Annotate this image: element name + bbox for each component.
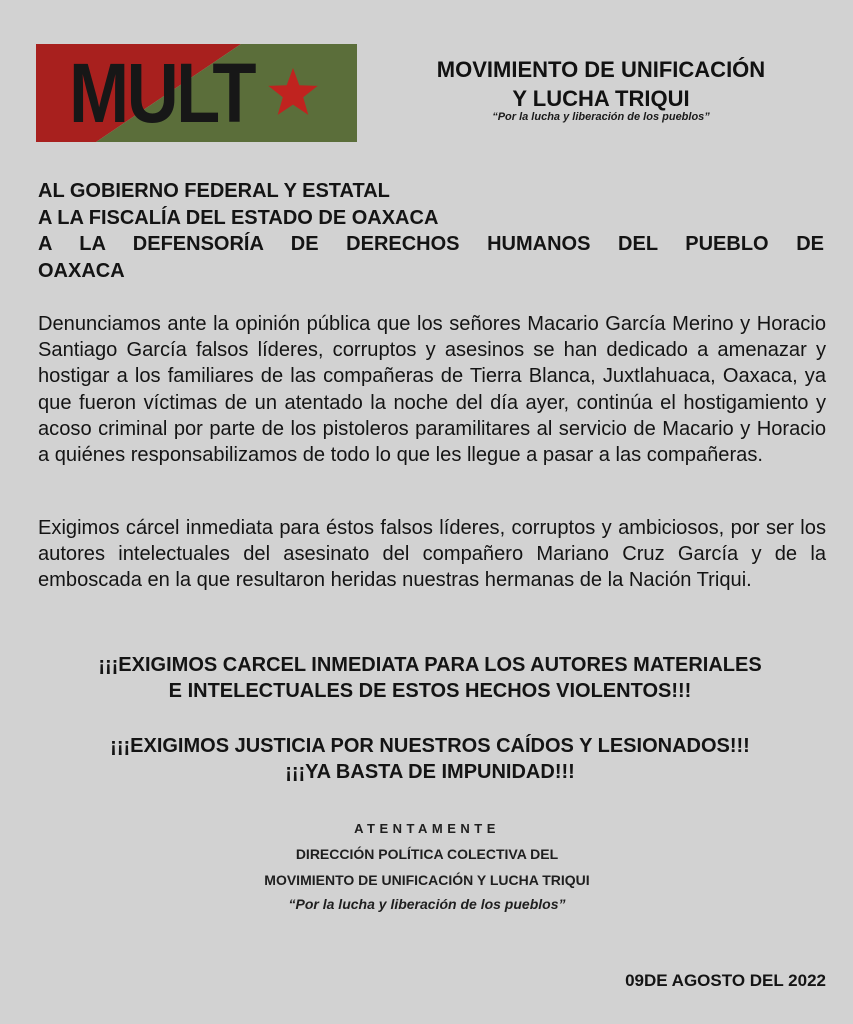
title-line-2: Y LUCHA TRIQUI <box>512 86 690 111</box>
demand-paragraph: Exigimos cárcel inmediata para éstos falsos líderes, corruptos y ambiciosos, por ser los autores intelectuales del asesinato del compañero Mariano Cruz García y de la emboscada en la que resultaron heridas nuestras hermanas de la Nación Triqui. <box>38 517 826 592</box>
demand-block-2 <box>30 733 830 785</box>
header-slogan: “Por la lucha y liberación de los pueblos” <box>492 111 710 123</box>
logo-text: MULT <box>69 46 254 140</box>
demand-line: ¡¡¡EXIGIMOS JUSTICIA POR NUESTROS CAÍDOS Y LESIONADOS!!! <box>110 735 750 757</box>
recipient-line: OAXACA <box>38 259 125 282</box>
mult-logo <box>36 44 357 142</box>
signature-movement: MOVIMIENTO DE UNIFICACIÓN Y LUCHA TRIQUI <box>264 872 590 888</box>
demand-line: ¡¡¡YA BASTA DE IMPUNIDAD!!! <box>285 761 575 783</box>
organization-title <box>380 55 822 113</box>
demand-line: ¡¡¡EXIGIMOS CARCEL INMEDIATA PARA LOS AUTORES MATERIALES <box>98 654 762 676</box>
recipient-line: AL GOBIERNO FEDERAL Y ESTATAL <box>38 180 390 202</box>
recipients-block <box>38 178 824 284</box>
document-date: 09DE AGOSTO DEL 2022 <box>625 971 826 990</box>
recipient-line: A LA DEFENSORÍA DE DERECHOS HUMANOS DEL PUEBLO DE <box>38 233 824 255</box>
signature-atentamente: ATENTAMENTE <box>354 821 500 836</box>
denunciation-paragraph: Denunciamos ante la opinión pública que los señores Macario García Merino y Horacio Santiago García falsos líderes, corruptos y asesinos se han dedicado a amenazar y hostigar a los familiares de las compañeras de Tierra Blanca, Juxtlahuaca, Oaxaca, ya que fueron víctimas de un atentado la noche del día ayer, continúa el hostigamiento y acoso criminal por parte de los pistoleros paramilitares al servicio de Macario y Horacio a quiénes responsabilizamos de todo lo que les llegue a pasar a las compañeras. <box>38 313 826 467</box>
signature-slogan: “Por la lucha y liberación de los pueblos” <box>288 896 566 912</box>
signature-direction: DIRECCIÓN POLÍTICA COLECTIVA DEL <box>295 846 559 862</box>
demand-line: E INTELECTUALES DE ESTOS HECHOS VIOLENTOS!!! <box>168 680 692 702</box>
recipient-line: A LA FISCALÍA DEL ESTADO DE OAXACA <box>38 206 439 229</box>
title-line-1: MOVIMIENTO DE UNIFICACIÓN <box>436 57 766 82</box>
demand-block-1 <box>30 652 830 704</box>
